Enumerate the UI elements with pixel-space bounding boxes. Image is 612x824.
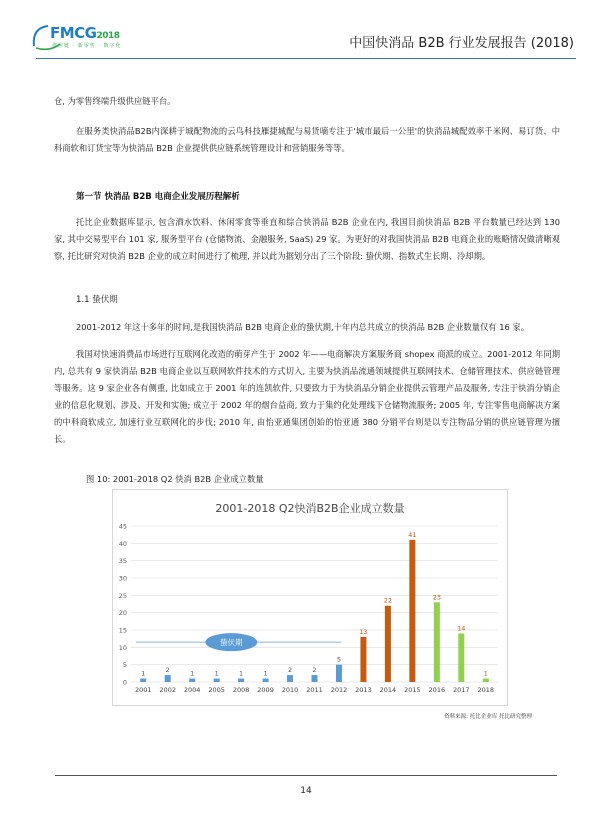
source-note: 资料来源: 托比企业库 托比研究整理 [444, 714, 532, 720]
data-label: 41 [408, 530, 417, 539]
data-label: 1 [263, 669, 268, 678]
paragraph-continuation: 仓, 为零售终端升级供应链平台。 [54, 96, 176, 106]
data-label: 1 [141, 669, 146, 678]
x-tick-label: 2015 [404, 686, 421, 694]
bar [434, 602, 440, 682]
paragraph-database: 托比企业数据库显示, 包含酒水饮料、休闲零食等垂直和综合快消品 B2B 企业在内, 我国目前快消品 B2B 平台数量已经达到 130 家, 其中交易型平台 101 家, 服务型平台 (仓储物流、金融服务, SaaS) 29 家。为更好的对我国快消品 B2B 电商企业的账略情况做清晰观察, 托比研究对快消 B2B 企业的成立时间进行了梳理, 并以此为据划分出了三个阶段: 蛰伏期、指数式生长期、冷却期。 [54, 217, 560, 261]
x-tick-label: 2010 [281, 686, 299, 694]
x-tick-label: 2014 [379, 686, 397, 694]
x-tick-label: 2016 [428, 686, 446, 694]
data-label: 1 [483, 669, 488, 678]
x-tick-label: 2011 [306, 686, 323, 694]
bar [409, 540, 415, 682]
bar [238, 679, 244, 682]
fmcg-logo [30, 20, 130, 54]
paragraph-service-b2b: 在服务类快消品B2B内深耕于城配物流的云鸟科技雁捷城配与易货嘀专注于'城市最后一公里'的快消品城配效率千米网、易订货、中科商软和订货宝等为快消品 B2B 企业提供供应链系统管理设计和营销服务等等。 [54, 126, 560, 153]
chart-title: 2001-2018 Q2快消B2B企业成立数量 [215, 502, 405, 515]
sub-heading-dormant: 1.1 蛰伏期 [76, 295, 118, 305]
data-label: 2 [165, 666, 170, 675]
y-tick-label: 20 [118, 609, 127, 618]
bar [165, 675, 171, 682]
data-label: 1 [239, 669, 244, 678]
x-tick-label: 2004 [183, 686, 201, 694]
logo-subtitle: 供应链 · 新零售 · 数字化 [52, 43, 122, 49]
data-label: 14 [457, 624, 466, 633]
y-tick-label: 0 [122, 678, 127, 687]
phase-annotation-label: 蛰伏期 [220, 638, 243, 648]
y-tick-label: 5 [122, 661, 127, 670]
bar [140, 679, 146, 682]
x-tick-label: 2013 [355, 686, 372, 694]
bar [214, 679, 220, 682]
x-tick-label: 2009 [257, 686, 274, 694]
data-label: 1 [214, 669, 219, 678]
x-tick-label: 2002 [159, 686, 176, 694]
x-tick-label: 2018 [477, 686, 495, 694]
bar [360, 637, 366, 682]
figure-caption: 图 10: 2001-2018 Q2 快消 B2B 企业成立数量 [86, 474, 264, 484]
bar [189, 679, 195, 682]
page-number: 14 [300, 786, 312, 796]
bar [385, 606, 391, 682]
data-label: 13 [359, 627, 368, 636]
data-label: 2 [312, 666, 317, 675]
x-tick-label: 2008 [232, 686, 250, 694]
bar [336, 665, 342, 682]
x-tick-label: 2005 [208, 686, 225, 694]
x-tick-label: 2001 [134, 686, 152, 694]
data-label: 1 [190, 669, 195, 678]
y-tick-label: 35 [118, 557, 127, 566]
logo-text: FMCG2018 [50, 24, 120, 42]
data-label: 23 [432, 593, 441, 602]
y-tick-label: 30 [118, 574, 127, 583]
paragraph-dormant-summary: 2001-2012 年这十多年的时间,是我国快消品 B2B 电商企业的蛰伏期,十年内总共成立的快消品 B2B 企业数量仅有 16 家。 [76, 322, 530, 332]
chart-svg [113, 490, 507, 705]
y-tick-label: 15 [118, 626, 127, 635]
section-heading: 第一节 快消品 B2B 电商企业发展历程解析 [76, 192, 240, 202]
bar [287, 675, 293, 682]
bar [263, 679, 269, 682]
y-tick-label: 40 [118, 539, 127, 548]
bar [458, 633, 464, 682]
x-tick-label: 2017 [453, 686, 470, 694]
footer-divider [55, 775, 557, 776]
header-divider [36, 58, 576, 59]
bar [483, 679, 489, 682]
y-tick-label: 45 [118, 522, 127, 531]
founding-count-chart [112, 489, 508, 706]
y-tick-label: 10 [118, 643, 127, 652]
y-tick-label: 25 [118, 591, 127, 600]
report-title: 中国快消品 B2B 行业发展报告 (2018) [349, 36, 574, 51]
data-label: 5 [336, 655, 342, 664]
x-tick-label: 2012 [330, 686, 348, 694]
data-label: 22 [383, 596, 393, 605]
data-label: 2 [287, 666, 293, 675]
paragraph-dormant-detail: 我国对快速消费品市场进行互联网化改造的萌芽产生于 2002 年——电商解决方案服务商 shopex 商派的成立。2001-2012 年同期内, 总共有 9 家快消品 B2B 电商企业以互联网软件技术的方式切入, 主要为快消品流通领域提供互联网技术、仓储管理技术、供应链管理等服务。这 9 家企业各有侧重, 比如成立于 2001 年的连凯软件, 只要致力于为快消品分销企业提供云管理产品及服务, 专注于快消分销企业的信息化规划、涉及、开发和实施; 成立于 2002 年的烟台益商, 致力于集约化处理线下仓储物流服务; 2005 年, 专注零售电商解决方案的中科商软成立, 加速行业互联网化的步伐; 2010 年, 由怡亚通集团创始的怡亚通 380 分销平台则是以专注物品分销的供应链管理为擅长。 [54, 349, 560, 444]
bar [312, 675, 318, 682]
page-header [0, 0, 612, 62]
